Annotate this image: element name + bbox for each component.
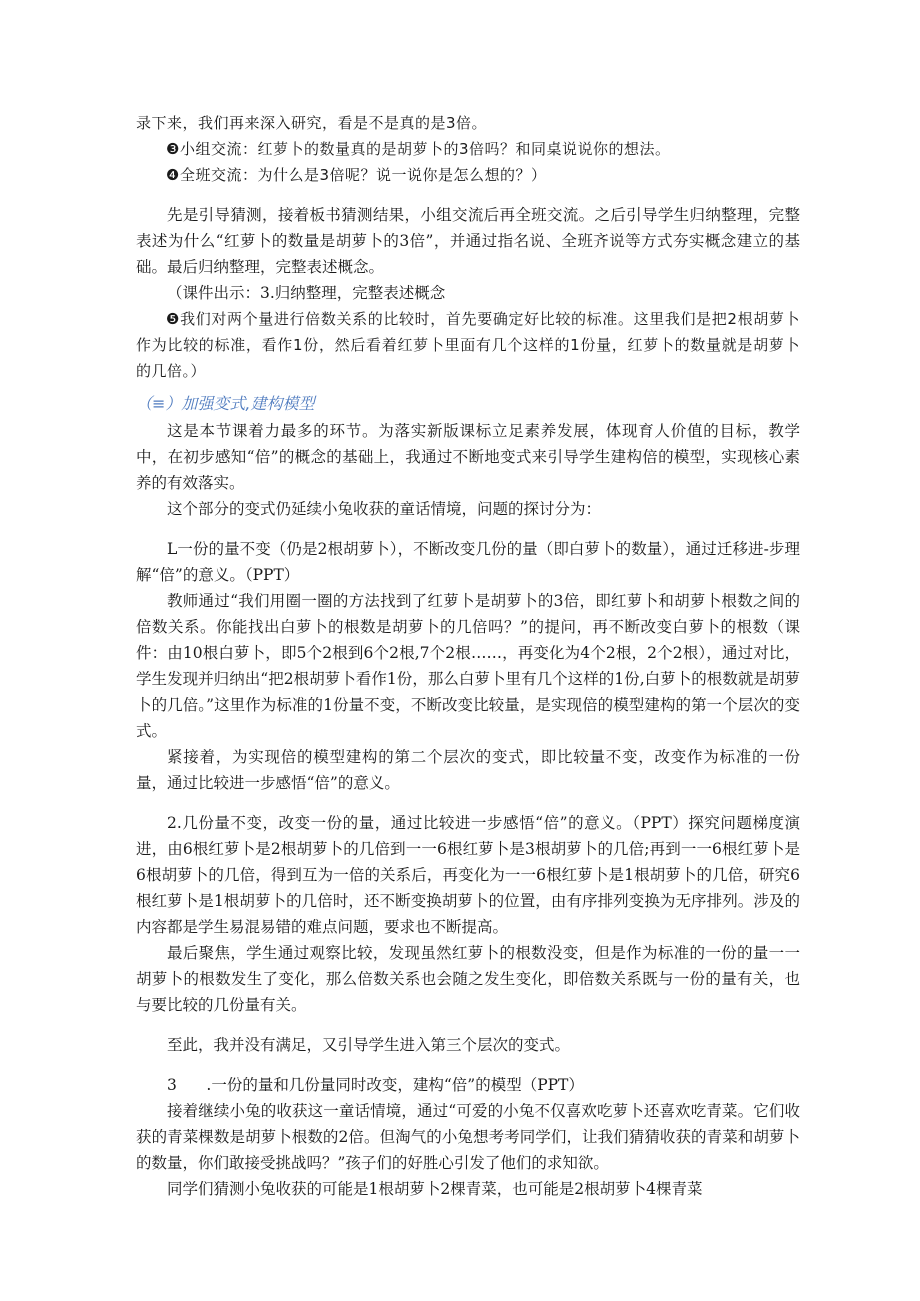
paragraph-class-discussion: ❹全班交流：为什么是3倍呢？说一说你是怎么想的？） xyxy=(166,166,547,184)
paragraph-second-level: 紧接着，为实现倍的模型建构的第二个层次的变式，即比较量不变，改变作为标准的一份量，通过比较进一步感悟“倍”的意义。 xyxy=(136,748,800,792)
paragraph-variant-2: 2.几份量不变，改变一份的量，通过比较进一步感悟“倍”的意义。（PPT）探究问题梯度演进，由6根红萝卜是2根胡萝卜的几倍到一一6根红萝卜是3根胡萝卜的几倍;再到一一6根红萝卜是6根胡萝卜的几倍，得到互为一倍的关系后，再变化为一一6根红萝卜是1根胡萝卜的几倍，研究6根红萝卜是1根胡萝卜的几倍时，还不断变换胡萝卜的位置，由有序排列变换为无序排列。涉及的内容都是学生易混易错的难点问题，要求也不断提高。 xyxy=(136,814,800,936)
paragraph-variant-3: 3 .一份的量和几份量同时改变，建构“倍”的模型（PPT） xyxy=(167,1076,584,1094)
paragraph-comparison-standard: ❺我们对两个量进行倍数关系的比较时，首先要确定好比较的标准。这里我们是把2根胡萝卜作为比较的标准，看作1份，然后看着红萝卜里面有几个这样的1份量，红萝卜的数量就是胡萝卜的几倍。） xyxy=(136,310,800,380)
paragraph-courseware-show: （课件出示：3.归纳整理，完整表述概念 xyxy=(167,284,446,302)
paragraph-variant-intro: 这个部分的变式仍延续小兔收获的童话情境，问题的探讨分为： xyxy=(167,500,602,518)
paragraph-teacher-question: 教师通过“我们用圈一圈的方法找到了红萝卜是胡萝卜的3倍，即红萝卜和胡萝卜根数之间的倍数关系。你能找出白萝卜的根数是胡萝卜的几倍吗？”的提问，再不断改变白萝卜的根数（课件：由10根白萝卜，即5个2根到6个2根,7个2根……，再变化为4个2根，2个2根），通过对比，学生发现并归纳出“把2根胡萝卜看作1份，那么白萝卜里有几个这样的1份,白萝卜的根数就是胡萝卜的几倍。”这里作为标准的1份量不变，不断改变比较量，是实现倍的模型建构的第一个层次的变式。 xyxy=(136,592,800,740)
paragraph-group-discussion: ❸小组交流：红萝卜的数量真的是胡萝卜的3倍吗？和同桌说说你的想法。 xyxy=(166,140,671,158)
paragraph-focus: 最后聚焦，学生通过观察比较，发现虽然红萝卜的根数没变，但是作为标准的一份的量一一胡萝卜的根数发生了变化，那么倍数关系也会随之发生变化，即倍数关系既与一份的量有关，也与要比较的几份量有关。 xyxy=(136,944,800,1014)
paragraph-variant-1: L一份的量不变（仍是2根胡萝卜），不断改变几份的量（即白萝卜的数量），通过迁移进-步理解“倍”的意义。（PPT） xyxy=(136,540,800,584)
section-heading: （≡）加强变式,建构模型 xyxy=(136,394,315,413)
paragraph-guided-guess: 先是引导猜测，接着板书猜测结果，小组交流后再全班交流。之后引导学生归纳整理，完整表述为什么“红萝卜的数量是胡萝卜的3倍”，并通过指名说、全班齐说等方式夯实概念建立的基础。最后归纳整理，完整表述概念。 xyxy=(136,206,800,276)
paragraph-key-segment: 这是本节课着力最多的环节。为落实新版课标立足素养发展，体现育人价值的目标，教学中，在初步感知“倍”的概念的基础上，我通过不断地变式来引导学生建构倍的模型，实现核心素养的有效落实。 xyxy=(136,422,800,492)
paragraph-third-level-intro: 至此，我并没有满足，又引导学生进入第三个层次的变式。 xyxy=(167,1036,571,1054)
paragraph-continuation: 录下来，我们再来深入研究，看是不是真的是3倍。 xyxy=(136,114,488,132)
paragraph-vegetable-story: 接着继续小兔的收获这一童话情境，通过“可爱的小兔不仅喜欢吃萝卜还喜欢吃青菜。它们收获的青菜棵数是胡萝卜根数的2倍。但淘气的小兔想考考同学们，让我们猜猜收获的青菜和胡萝卜的数量，你们敢接受挑战吗？”孩子们的好胜心引发了他们的求知欲。 xyxy=(136,1102,800,1172)
paragraph-student-guess: 同学们猜测小兔收获的可能是1根胡萝卜2棵青菜，也可能是2根胡萝卜4棵青菜 xyxy=(167,1180,703,1198)
